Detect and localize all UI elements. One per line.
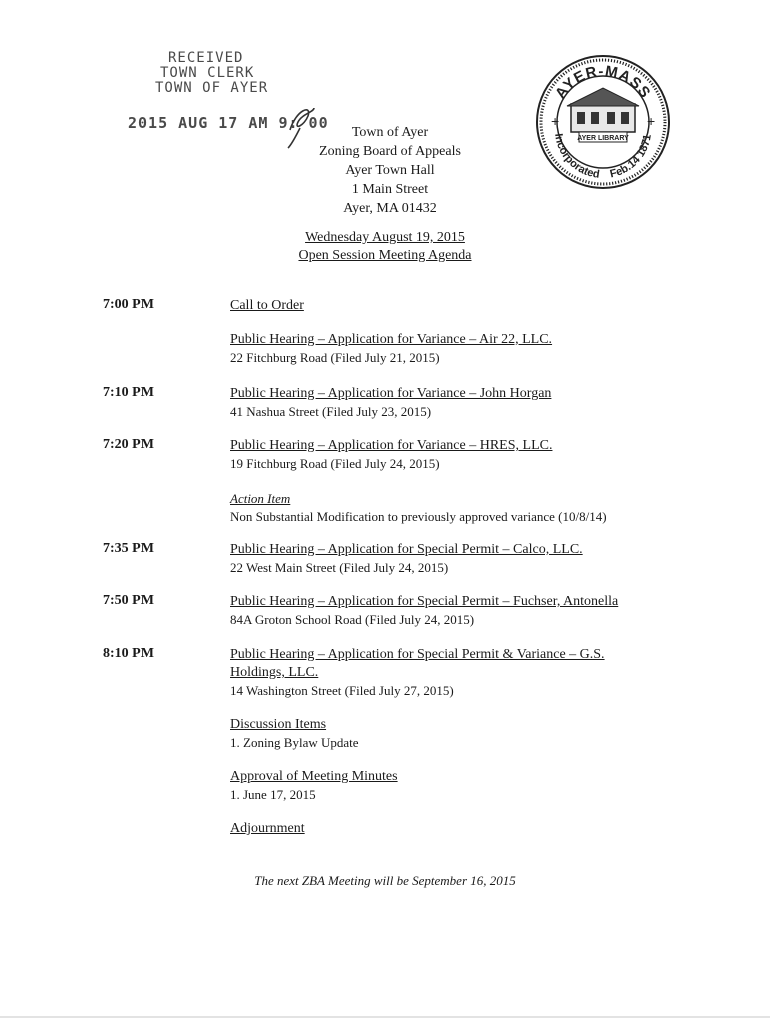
stamp-date: 2015 AUG 17 AM 9: 00 bbox=[128, 114, 329, 132]
call-to-order: Call to Order bbox=[230, 298, 304, 313]
time-3: 7:20 PM bbox=[103, 437, 154, 452]
agenda-item-call-to-order bbox=[230, 297, 690, 315]
hearing-5-title: Public Hearing – Application for Special Permit – Fuchser, Antonella bbox=[230, 594, 619, 609]
stamp-received: RECEIVED bbox=[168, 50, 244, 66]
svg-text:+: + bbox=[647, 113, 656, 129]
hearing-5-address: 84A Groton School Road (Filed July 24, 2015) bbox=[230, 612, 475, 627]
time-2: 7:10 PM bbox=[103, 385, 154, 400]
agenda-item-action bbox=[230, 490, 690, 526]
agenda-item-hearing-2 bbox=[230, 385, 690, 421]
meeting-date: Wednesday August 19, 2015 bbox=[305, 230, 465, 245]
hearing-6-title-line-1: Public Hearing – Application for Special Permit & Variance – G.S. bbox=[230, 647, 605, 662]
next-meeting-note: The next ZBA Meeting will be September 16, 2015 bbox=[254, 873, 516, 888]
hearing-1-address: 22 Fitchburg Road (Filed July 21, 2015) bbox=[230, 350, 440, 365]
svg-text:+: + bbox=[551, 113, 560, 129]
page-edge-divider bbox=[0, 1016, 770, 1018]
agenda-item-hearing-6 bbox=[230, 646, 690, 700]
header-city: Ayer, MA 01432 bbox=[343, 201, 437, 216]
header-hall: Ayer Town Hall bbox=[345, 163, 435, 178]
minutes-item-1: 1. June 17, 2015 bbox=[230, 787, 316, 802]
time-6: 8:10 PM bbox=[103, 646, 154, 661]
agenda-item-minutes bbox=[230, 768, 690, 804]
time-4: 7:35 PM bbox=[103, 541, 154, 556]
action-item-text: Non Substantial Modification to previously approved variance (10/8/14) bbox=[230, 509, 607, 524]
time-1: 7:00 PM bbox=[103, 297, 154, 312]
stamp-town-clerk: TOWN CLERK bbox=[160, 65, 255, 81]
hearing-2-title: Public Hearing – Application for Variance – John Horgan bbox=[230, 386, 552, 401]
hearing-4-address: 22 West Main Street (Filed July 24, 2015) bbox=[230, 560, 449, 575]
seal-center-label: AYER LIBRARY bbox=[577, 135, 629, 142]
agenda-item-adjournment bbox=[230, 820, 690, 838]
board-header bbox=[290, 123, 490, 218]
hearing-6-title-line-2: Holdings, LLC. bbox=[230, 665, 319, 680]
hearing-4-title: Public Hearing – Application for Special Permit – Calco, LLC. bbox=[230, 542, 583, 557]
seal-bottom-left: Incorporated bbox=[552, 132, 601, 181]
action-item-title: Action Item bbox=[230, 491, 291, 506]
time-5: 7:50 PM bbox=[103, 593, 154, 608]
hearing-3-address: 19 Fitchburg Road (Filed July 24, 2015) bbox=[230, 456, 440, 471]
agenda-item-discussion bbox=[230, 716, 690, 752]
town-seal-icon bbox=[533, 52, 673, 192]
agenda-item-hearing-5 bbox=[230, 593, 690, 629]
agenda-item-hearing-4 bbox=[230, 541, 690, 577]
discussion-item-1: 1. Zoning Bylaw Update bbox=[230, 735, 359, 750]
seal-top-text: AYER-MASS bbox=[551, 62, 655, 102]
header-town: Town of Ayer bbox=[351, 125, 429, 140]
hearing-1-title: Public Hearing – Application for Variance – Air 22, LLC. bbox=[230, 332, 553, 347]
agenda-titles bbox=[0, 229, 770, 265]
adjournment: Adjournment bbox=[230, 821, 305, 836]
minutes-title: Approval of Meeting Minutes bbox=[230, 769, 398, 784]
hearing-6-address: 14 Washington Street (Filed July 27, 2015) bbox=[230, 683, 454, 698]
discussion-title: Discussion Items bbox=[230, 717, 327, 732]
agenda-item-hearing-1 bbox=[230, 331, 690, 367]
seal-bottom-right: Feb.14 1871 bbox=[608, 133, 654, 181]
header-street: 1 Main Street bbox=[351, 182, 429, 197]
stamp-town-of-ayer: TOWN OF AYER bbox=[155, 80, 269, 96]
agenda-title: Open Session Meeting Agenda bbox=[298, 248, 472, 263]
hearing-2-address: 41 Nashua Street (Filed July 23, 2015) bbox=[230, 404, 432, 419]
header-board: Zoning Board of Appeals bbox=[319, 144, 461, 159]
agenda-item-hearing-3 bbox=[230, 437, 690, 473]
hearing-3-title: Public Hearing – Application for Variance – HRES, LLC. bbox=[230, 438, 553, 453]
